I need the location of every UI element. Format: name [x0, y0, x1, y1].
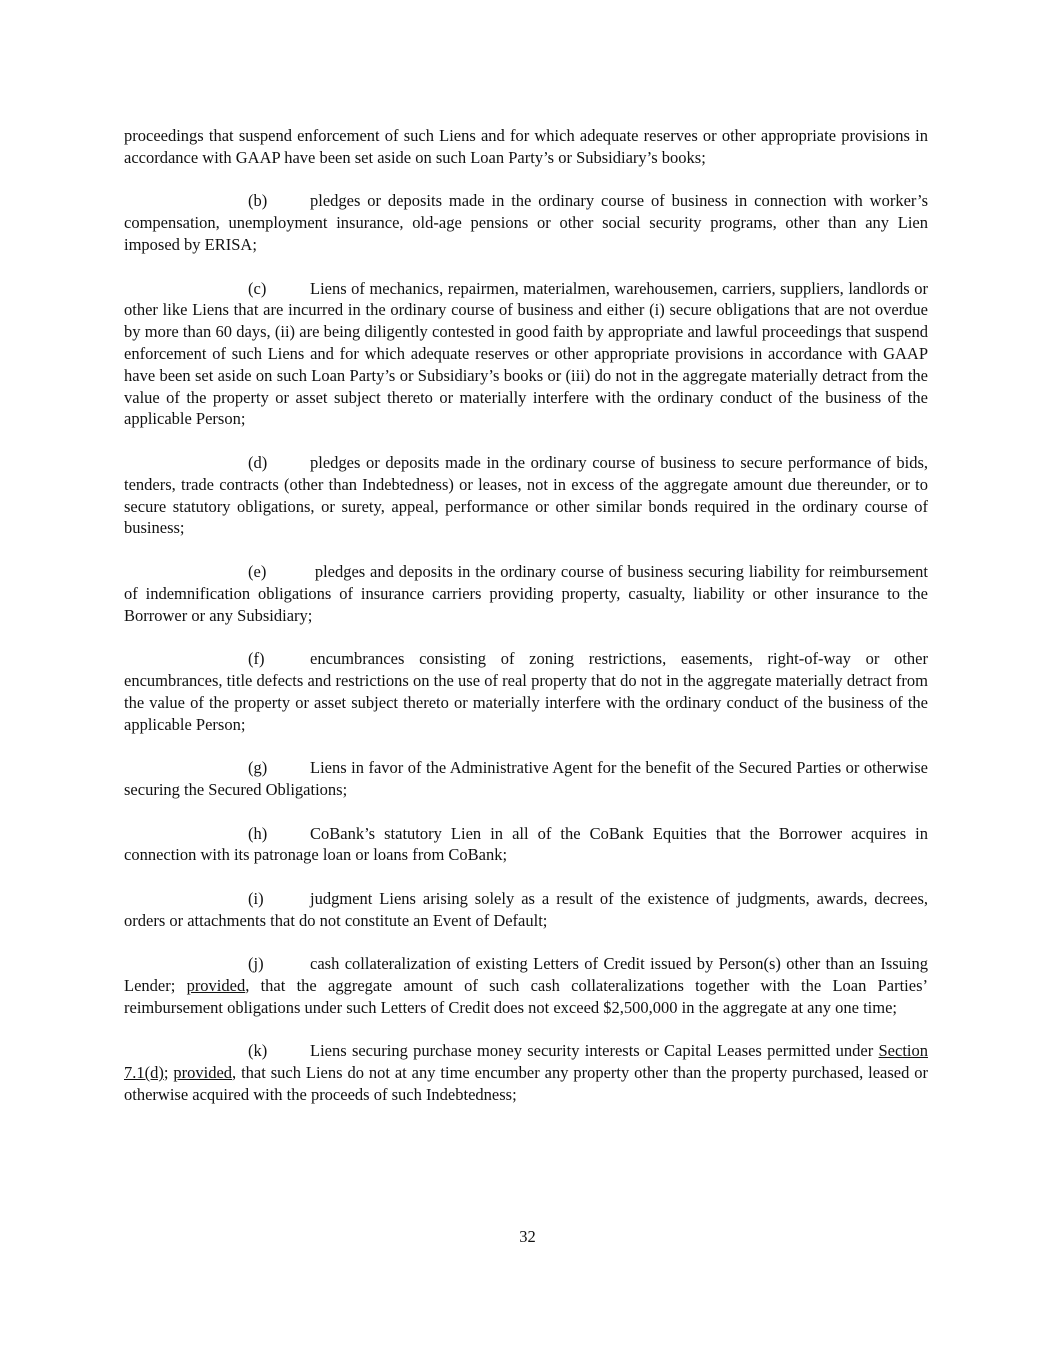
- item-e-paragraph: [124, 561, 928, 626]
- item-text: pledges and deposits in the ordinary course of business securing liability for reimbursement of indemnification obligations of insurance carriers providing property, casualty, liability or other insurance to the Borrower or any Subsidiary;: [124, 561, 928, 625]
- item-d-paragraph: [124, 452, 928, 539]
- item-label: (j): [248, 954, 264, 974]
- item-text: Liens securing purchase money security interests or Capital Leases permitted under: [310, 1041, 879, 1061]
- item-label: (g): [248, 758, 268, 778]
- item-label: (h): [248, 823, 268, 843]
- item-label: (d): [248, 452, 268, 472]
- intro-paragraph: proceedings that suspend enforcement of such Liens and for which adequate reserves or other appropriate provisions in accordance with GAAP have been set aside on such Loan Party’s or Subsidiary’s books;: [124, 126, 928, 167]
- item-h-paragraph: [124, 823, 928, 867]
- item-text: CoBank’s statutory Lien in all of the CoBank Equities that the Borrower acquires in connection with its patronage loan or loans from CoBank;: [124, 823, 928, 865]
- item-label: (e): [248, 561, 267, 581]
- item-text: pledges or deposits made in the ordinary course of business to secure performance of bids, tenders, trade contracts (other than Indebtedness) or leases, not in excess of the aggregate amount due thereunder, or to secure statutory obligations, or surety, appeal, performance or other similar bonds required in the ordinary course of business;: [124, 452, 928, 538]
- item-i-paragraph: [124, 888, 928, 932]
- item-f-paragraph: [124, 648, 928, 735]
- item-j-paragraph: [124, 953, 928, 1018]
- page-number: 32: [519, 1227, 536, 1246]
- item-g-paragraph: [124, 757, 928, 801]
- item-text-continued: , that such Liens do not at any time encumber any property other than the property purchased, leased or otherwise acquired with the proceeds of such Indebtedness;: [124, 1063, 928, 1105]
- document-body: [124, 125, 928, 1128]
- item-text-continued: , that the aggregate amount of such cash collateralizations together with the Loan Parties’ reimbursement obligations under such Letters of Credit does not exceed $2,500,000 in the aggregate at any one time;: [124, 976, 928, 1017]
- item-label: (i): [248, 888, 264, 908]
- item-b-paragraph: [124, 190, 928, 255]
- item-text: pledges or deposits made in the ordinary course of business in connection with worker’s compensation, unemployment insurance, old-age pensions or other social security programs, other than any Lien imposed by ERISA;: [124, 191, 928, 254]
- item-text: encumbrances consisting of zoning restrictions, easements, right-of-way or other encumbrances, title defects and restrictions on the use of real property that do not in the aggregate materially detract from the value of the property or asset subject thereto or materially interfere with the ordinary conduct of the business of the applicable Person;: [124, 649, 928, 734]
- provided-term: provided: [173, 1063, 233, 1083]
- item-label: (c): [248, 278, 267, 298]
- section-reference: Section 7.1(d): [124, 1041, 928, 1083]
- item-text: Liens in favor of the Administrative Agent for the benefit of the Secured Parties or otherwise securing the Secured Obligations;: [124, 758, 928, 799]
- item-c-paragraph: [124, 278, 928, 431]
- item-text: Liens of mechanics, repairmen, materialmen, warehousemen, carriers, suppliers, landlords or other like Liens that are incurred in the ordinary course of business and either (i) secure obligations that are not overdue by more than 60 days, (ii) are being diligently contested in good faith by appropriate and lawful proceedings that suspend enforcement of such Liens and for which adequate reserves or other appropriate provisions in accordance with GAAP have been set aside on such Loan Party’s or Subsidiary’s books or (iii) do not in the aggregate materially detract from the value of the property or asset subject thereto or materially interfere with the ordinary conduct of the business of the applicable Person;: [124, 278, 928, 429]
- item-label: (k): [248, 1041, 268, 1061]
- item-text: cash collateralization of existing Letters of Credit issued by Person(s) other than an Issuing Lender;: [124, 954, 928, 996]
- provided-term: provided: [186, 976, 246, 996]
- item-label: (f): [248, 649, 265, 669]
- separator: ;: [163, 1063, 174, 1083]
- item-label: (b): [248, 191, 268, 211]
- item-k-paragraph: [124, 1040, 928, 1105]
- item-text: judgment Liens arising solely as a result of the existence of judgments, awards, decrees, orders or attachments that do not constitute an Event of Default;: [124, 888, 928, 930]
